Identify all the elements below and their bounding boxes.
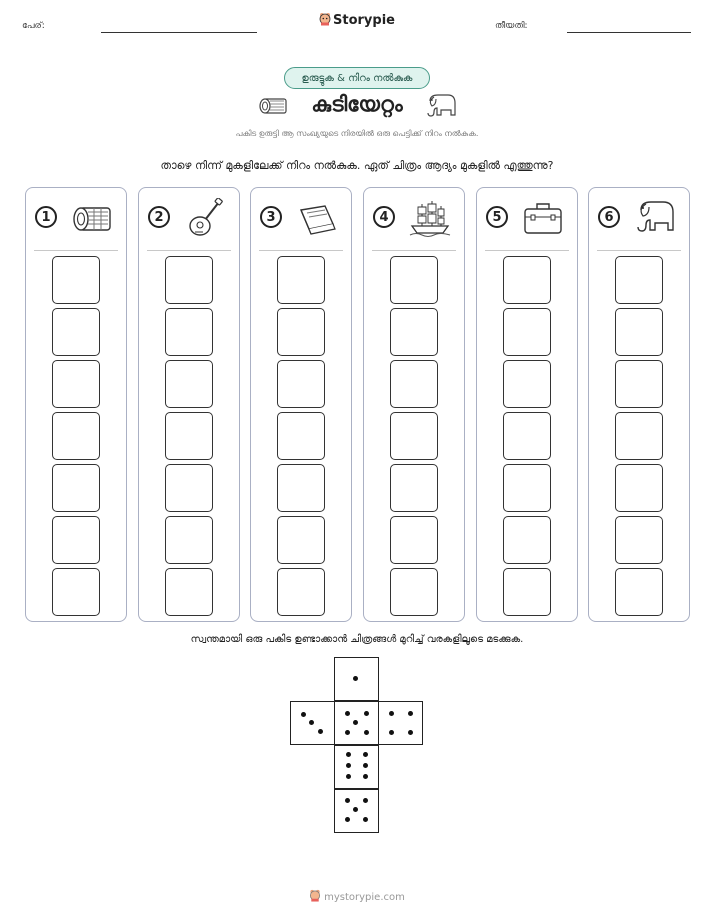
color-box[interactable] (390, 256, 438, 304)
color-box[interactable] (615, 412, 663, 460)
elephant-icon (424, 93, 458, 121)
die-pip (346, 763, 351, 768)
die-face-2 (378, 701, 423, 745)
color-box[interactable] (165, 360, 213, 408)
rolled-mat-icon (70, 198, 114, 238)
column-divider (372, 250, 456, 251)
column-divider (259, 250, 343, 251)
color-box[interactable] (277, 464, 325, 512)
die-pip (353, 676, 358, 681)
color-box[interactable] (52, 308, 100, 356)
column-header (26, 188, 126, 250)
page-title: കുടിയേറ്റം (311, 92, 403, 116)
die-pip (353, 807, 358, 812)
color-box[interactable] (503, 256, 551, 304)
color-box[interactable] (277, 360, 325, 408)
color-box[interactable] (52, 256, 100, 304)
column-header (251, 188, 351, 250)
color-box[interactable] (277, 256, 325, 304)
column-number: 6 (598, 206, 620, 228)
die-pip (364, 730, 369, 735)
color-box[interactable] (165, 308, 213, 356)
name-label: പേര്: (22, 21, 45, 31)
suitcase-icon (521, 198, 565, 238)
color-box[interactable] (503, 516, 551, 564)
die-pip (345, 730, 350, 735)
color-box[interactable] (277, 412, 325, 460)
die-pip (408, 730, 413, 735)
color-box[interactable] (277, 516, 325, 564)
elephant-icon (633, 198, 677, 238)
die-pip (363, 763, 368, 768)
column-divider (597, 250, 681, 251)
die-pip (345, 798, 350, 803)
die-pip (363, 798, 368, 803)
column-header (589, 188, 689, 250)
color-box[interactable] (52, 568, 100, 616)
die-pip (363, 817, 368, 822)
color-box[interactable] (165, 568, 213, 616)
color-box[interactable] (503, 412, 551, 460)
instruction: താഴെ നിന്ന് മുകളിലേക്ക് നിറം നൽകുക. ഏത് ചിത്രം ആദ്യം മുകളിൽ എത്തുന്നു? (160, 159, 554, 172)
color-box[interactable] (52, 412, 100, 460)
die-pip (346, 774, 351, 779)
color-box[interactable] (52, 464, 100, 512)
name-line[interactable] (101, 32, 257, 33)
die-face-1 (334, 657, 379, 701)
sailing-ship-icon (408, 198, 452, 238)
color-box[interactable] (390, 412, 438, 460)
die-pip (345, 817, 350, 822)
color-box[interactable] (615, 464, 663, 512)
color-box[interactable] (615, 516, 663, 564)
color-box[interactable] (503, 464, 551, 512)
lute-icon (183, 198, 227, 238)
color-box[interactable] (390, 568, 438, 616)
brand-logo (0, 12, 714, 28)
color-box[interactable] (503, 308, 551, 356)
storypie-mascot-icon (319, 12, 331, 26)
color-box[interactable] (615, 568, 663, 616)
column-header (364, 188, 464, 250)
column-number: 1 (35, 206, 57, 228)
die-pip (301, 712, 306, 717)
color-box[interactable] (390, 516, 438, 564)
die-face-6 (334, 745, 379, 789)
storypie-mascot-icon (309, 889, 321, 902)
column-number: 2 (148, 206, 170, 228)
die-face-5 (334, 701, 379, 745)
color-box[interactable] (165, 464, 213, 512)
color-box[interactable] (503, 568, 551, 616)
color-box[interactable] (615, 256, 663, 304)
color-box[interactable] (390, 464, 438, 512)
color-box[interactable] (165, 516, 213, 564)
date-line[interactable] (567, 32, 691, 33)
activity-badge: ഉരുട്ടുക & നിറം നൽകുക (284, 67, 430, 89)
brand-name: Storypie (333, 13, 395, 28)
color-box[interactable] (277, 568, 325, 616)
die-pip (364, 711, 369, 716)
column-divider (147, 250, 231, 251)
die-pip (389, 730, 394, 735)
die-pip (318, 729, 323, 734)
color-box[interactable] (390, 308, 438, 356)
column-3 (250, 187, 352, 622)
column-4 (363, 187, 465, 622)
die-pip (389, 711, 394, 716)
column-divider (34, 250, 118, 251)
die-face-3 (290, 701, 335, 745)
die-pip (309, 720, 314, 725)
color-box[interactable] (390, 360, 438, 408)
color-box[interactable] (615, 308, 663, 356)
column-number: 4 (373, 206, 395, 228)
column-1 (25, 187, 127, 622)
die-pip (363, 752, 368, 757)
color-box[interactable] (503, 360, 551, 408)
column-header (477, 188, 577, 250)
die-pip (363, 774, 368, 779)
fold-instruction: സ്വന്തമായി ഒരു പകിട ഉണ്ടാക്കാൻ ചിത്രങ്ങൾ മുറിച്ച് വരകളിലൂടെ മടക്കുക. (190, 634, 524, 645)
die-pip (408, 711, 413, 716)
color-box[interactable] (52, 516, 100, 564)
color-box[interactable] (615, 360, 663, 408)
column-header (139, 188, 239, 250)
die-pip (346, 752, 351, 757)
color-box[interactable] (277, 308, 325, 356)
column-number: 5 (486, 206, 508, 228)
column-6 (588, 187, 690, 622)
column-5 (476, 187, 578, 622)
color-box[interactable] (165, 412, 213, 460)
column-number: 3 (260, 206, 282, 228)
color-box[interactable] (165, 256, 213, 304)
column-2 (138, 187, 240, 622)
die-face-4 (334, 789, 379, 833)
die-pip (353, 720, 358, 725)
column-divider (485, 250, 569, 251)
subtitle: പകിട ഉരുട്ടി ആ സംഖ്യയുടെ നിരയിൽ ഒരു പെട്ടിക്ക് നിറം നൽകുക. (235, 129, 479, 138)
die-pip (345, 711, 350, 716)
date-label: തീയതി: (495, 21, 528, 31)
book-icon (295, 198, 339, 238)
footer (0, 889, 714, 903)
footer-url: mystorypie.com (324, 892, 405, 903)
color-box[interactable] (52, 360, 100, 408)
